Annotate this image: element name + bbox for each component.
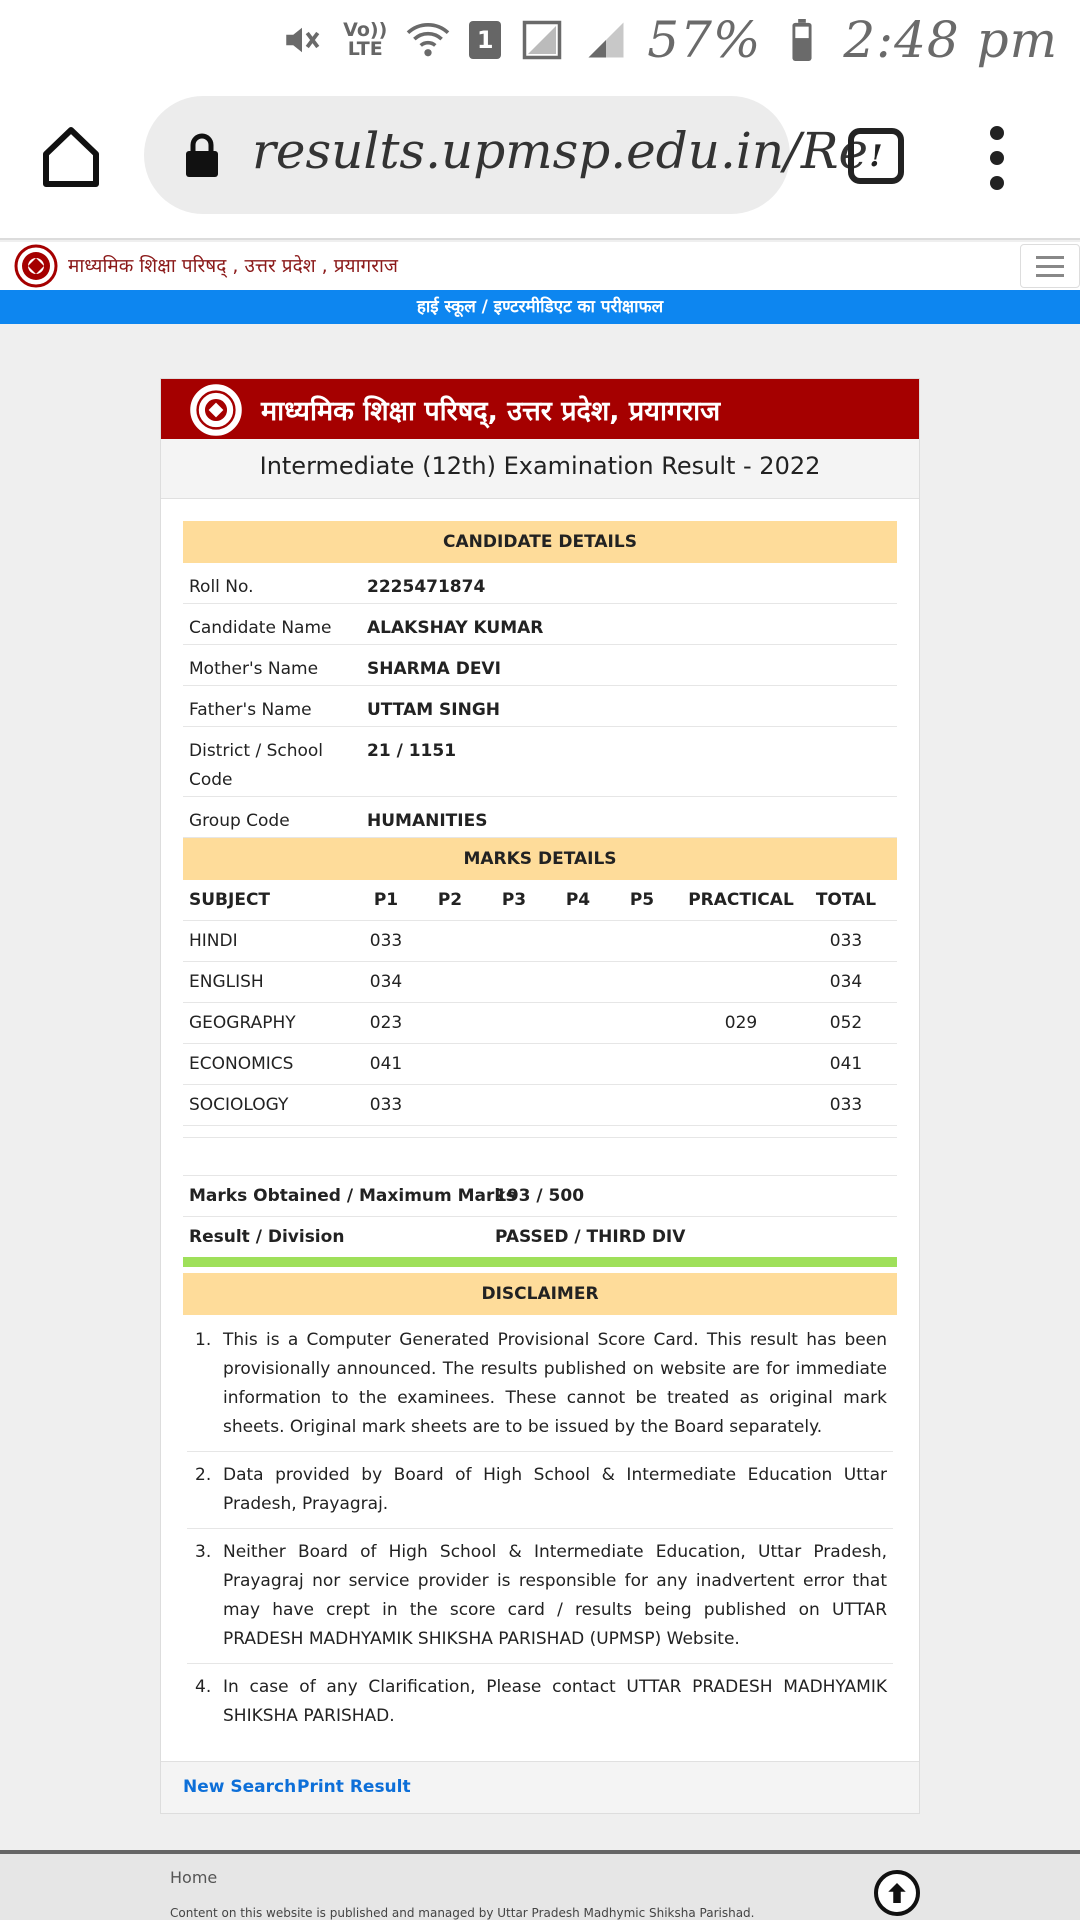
- summary-label: Result / Division: [189, 1227, 345, 1247]
- detail-label: Father's Name: [189, 700, 312, 720]
- detail-value: UTTAM SINGH: [367, 700, 501, 720]
- cell-p1: 033: [369, 1095, 403, 1115]
- cell-subject: GEOGRAPHY: [189, 1013, 296, 1033]
- cell-total: 052: [829, 1013, 863, 1033]
- candidate-details-header: CANDIDATE DETAILS: [183, 521, 897, 563]
- table-row: [183, 962, 897, 1003]
- home-icon[interactable]: [40, 124, 102, 190]
- detail-value: ALAKSHAY KUMAR: [367, 618, 544, 638]
- disclaimer-list: [187, 1317, 893, 1740]
- battery-icon: [779, 17, 825, 63]
- battery-percent: 57%: [647, 11, 762, 69]
- list-item: [187, 1452, 893, 1529]
- table-spacer: [183, 1126, 897, 1138]
- list-text: Data provided by Board of High School & Intermediate Education Uttar Pradesh, Prayagraj.: [223, 1465, 887, 1514]
- list-number: 3.: [195, 1542, 212, 1562]
- summary-value: PASSED / THIRD DIV: [495, 1227, 686, 1247]
- table-row: [183, 1085, 897, 1126]
- lock-icon: [184, 132, 220, 178]
- arrow-up-circle-icon[interactable]: [874, 1870, 920, 1916]
- upmsp-logo-icon: [189, 383, 243, 437]
- cell-subject: SOCIOLOGY: [189, 1095, 289, 1115]
- mute-icon: [279, 17, 325, 63]
- print-result-link[interactable]: Print Result: [297, 1777, 411, 1797]
- detail-label: Group Code: [189, 811, 290, 831]
- cell-subject: HINDI: [189, 931, 238, 951]
- footer-note: Content on this website is published and managed by Uttar Pradesh Madhymic Shiksha Parishad.: [170, 1906, 755, 1920]
- cell-total: 034: [829, 972, 863, 992]
- detail-row-candidate-name: [183, 604, 897, 645]
- detail-value: SHARMA DEVI: [367, 659, 501, 679]
- card-header: [161, 379, 919, 439]
- cell-p1: 033: [369, 931, 403, 951]
- list-item: [187, 1317, 893, 1452]
- detail-row-mother-name: [183, 645, 897, 686]
- cell-total: 041: [829, 1054, 863, 1074]
- col-header: P5: [629, 890, 655, 910]
- col-header: P1: [373, 890, 399, 910]
- cell-total: 033: [829, 931, 863, 951]
- hamburger-icon[interactable]: [1020, 244, 1080, 288]
- site-header: [0, 242, 1080, 290]
- signal-icon: [583, 17, 629, 63]
- detail-row-district-school-code: [183, 727, 897, 797]
- detail-value: 21 / 1151: [367, 741, 457, 761]
- detail-value: HUMANITIES: [367, 811, 488, 831]
- table-row: [183, 1044, 897, 1085]
- detail-label: Candidate Name: [189, 618, 332, 638]
- footer-home-link[interactable]: Home: [170, 1868, 218, 1887]
- detail-label: District / School Code: [189, 741, 324, 790]
- url-text[interactable]: results.upmsp.edu.in/Re: [252, 122, 869, 180]
- site-footer: [0, 1850, 1080, 1920]
- list-number: 1.: [195, 1330, 212, 1350]
- list-number: 4.: [195, 1677, 212, 1697]
- sim-slot-badge: 1: [469, 21, 501, 59]
- detail-label: Mother's Name: [189, 659, 319, 679]
- cell-p1: 023: [369, 1013, 403, 1033]
- summary-row-marks: [183, 1175, 897, 1216]
- col-header: P3: [501, 890, 527, 910]
- col-header: P2: [437, 890, 463, 910]
- summary-value: 193 / 500: [495, 1186, 585, 1206]
- tab-count: !: [869, 138, 883, 174]
- list-item: [187, 1664, 893, 1740]
- tabs-icon[interactable]: [848, 128, 904, 184]
- clock: 2:48 pm: [843, 11, 1058, 69]
- new-search-link[interactable]: New Search: [183, 1777, 297, 1797]
- col-header: SUBJECT: [189, 890, 271, 910]
- detail-row-father-name: [183, 686, 897, 727]
- detail-value: 2225471874: [367, 577, 486, 597]
- list-item: [187, 1529, 893, 1664]
- cell-subject: ECONOMICS: [189, 1054, 294, 1074]
- detail-label: Roll No.: [189, 577, 254, 597]
- exam-title: Intermediate (12th) Examination Result - 2022: [161, 439, 919, 499]
- site-title[interactable]: माध्यमिक शिक्षा परिषद् , उत्तर प्रदेश , प्रयागराज: [68, 255, 398, 277]
- list-number: 2.: [195, 1465, 212, 1485]
- list-text: This is a Computer Generated Provisional Score Card. This result has been provisionally announced. The results published on website are for immediate information to the examinees. These cannot be treated as original mark sheets. Original mark sheets are to be issued by the Board separately.: [223, 1330, 887, 1437]
- cell-p1: 041: [369, 1054, 403, 1074]
- table-row: [183, 921, 897, 962]
- list-text: Neither Board of High School & Intermediate Education, Uttar Pradesh, Prayagraj nor service provider is responsible for any inadvertent error that may have crept in the score card / results being published on UTTAR PRADESH MADHYAMIK SHIKSHA PARISHAD (UPMSP) Website.: [223, 1542, 887, 1649]
- wifi-icon: [405, 17, 451, 63]
- disclaimer-header: DISCLAIMER: [183, 1273, 897, 1315]
- volte-indicator: Vo)) LTE: [343, 19, 388, 60]
- table-row: [183, 1003, 897, 1044]
- cell-p1: 034: [369, 972, 403, 992]
- marks-details-header: MARKS DETAILS: [183, 838, 897, 880]
- cell-subject: ENGLISH: [189, 972, 264, 992]
- list-text: In case of any Clarification, Please contact UTTAR PRADESH MADHYAMIK SHIKSHA PARISHAD.: [223, 1677, 887, 1726]
- col-header: P4: [565, 890, 591, 910]
- detail-row-roll-no: [183, 563, 897, 604]
- result-banner: हाई स्कूल / इण्टरमीडिएट का परीक्षाफल: [0, 290, 1080, 324]
- col-header: TOTAL: [815, 890, 877, 910]
- no-signal-icon: [519, 17, 565, 63]
- summary-row-result: [183, 1216, 897, 1257]
- address-bar[interactable]: [144, 96, 869, 214]
- pass-status-bar: [183, 1257, 897, 1267]
- cell-total: 033: [829, 1095, 863, 1115]
- board-title: माध्यमिक शिक्षा परिषद्, उत्तर प्रदेश, प्रयागराज: [261, 396, 721, 427]
- col-header: PRACTICAL: [688, 890, 794, 910]
- summary-label: Marks Obtained / Maximum Marks: [189, 1186, 516, 1206]
- more-vert-icon[interactable]: [982, 126, 1012, 190]
- detail-row-group-code: [183, 797, 897, 838]
- card-footer: [161, 1761, 919, 1813]
- status-bar: [0, 0, 1080, 78]
- browser-toolbar: [0, 78, 1080, 240]
- cell-practical: 029: [724, 1013, 758, 1033]
- marks-table-header: [183, 880, 897, 921]
- result-card: [160, 378, 920, 1814]
- upmsp-logo-icon[interactable]: [14, 244, 58, 288]
